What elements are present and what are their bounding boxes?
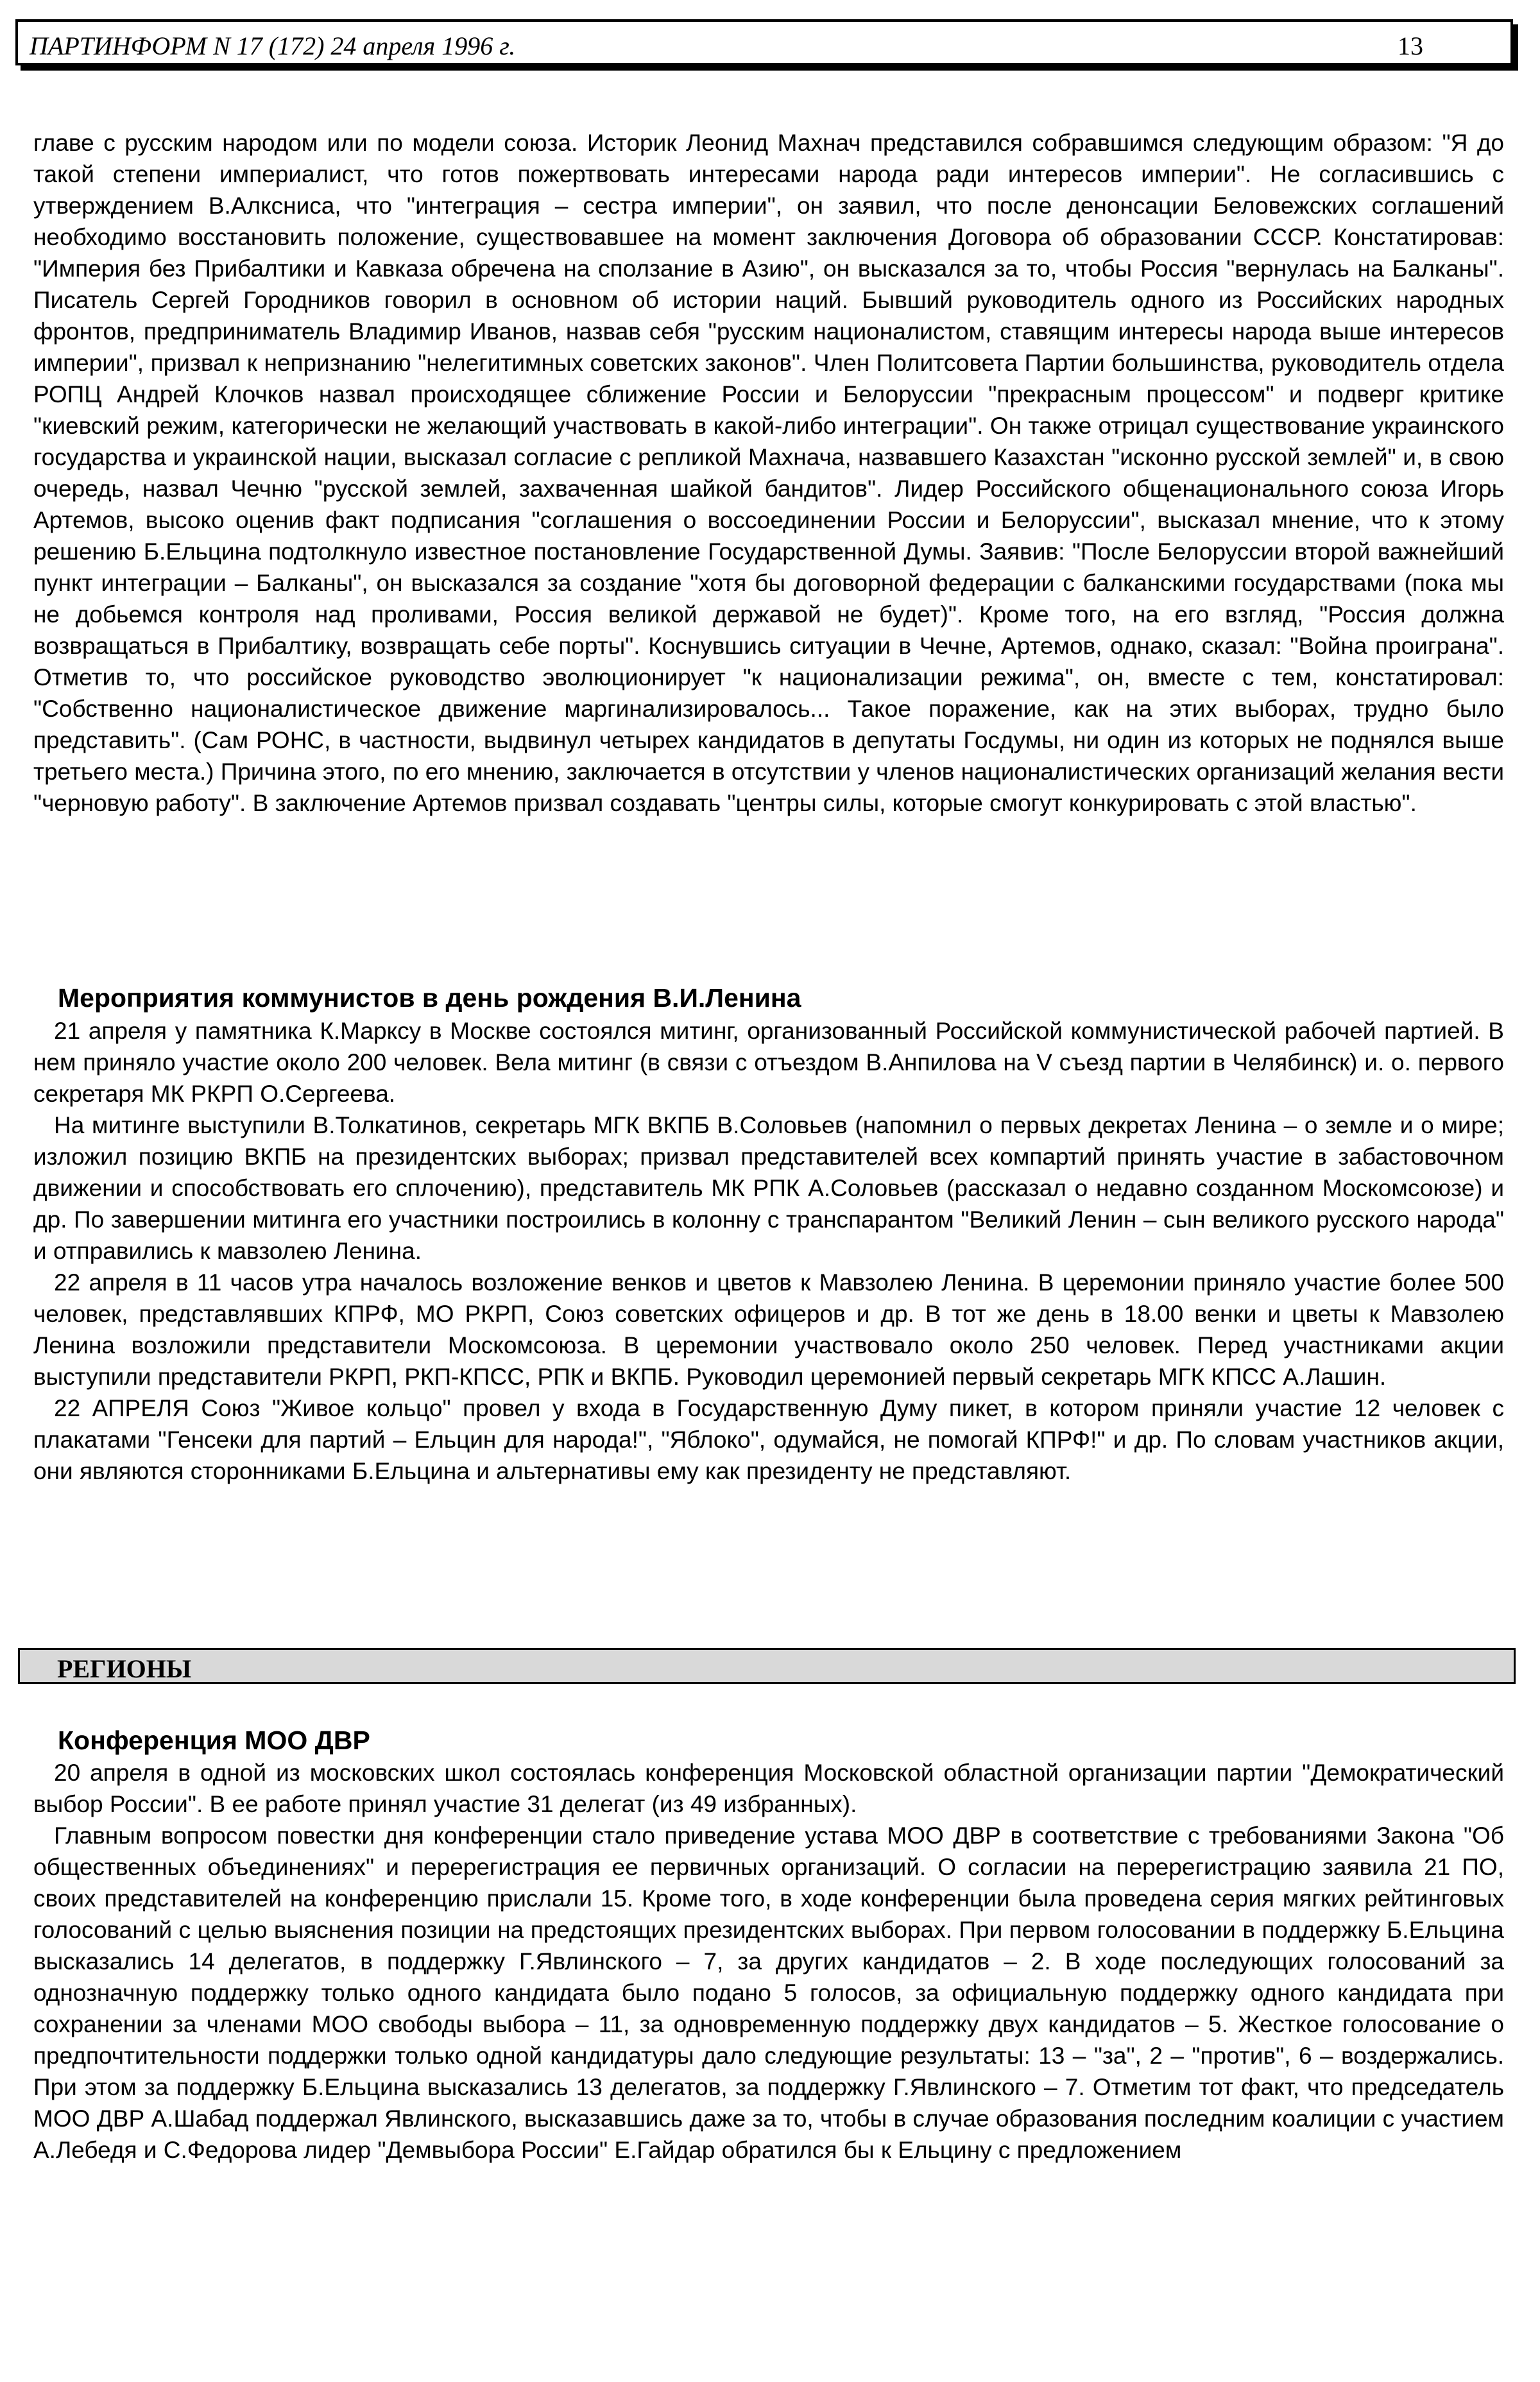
article-paragraph: 22 АПРЕЛЯ Союз "Живое кольцо" провел у входа в Государственную Думу пикет, в котором приняли участие 12 человек с плакатами "Генсеки для партий – Ельцин для народа!", "Яблоко", одумайся, не помогай КПРФ!" и др. По словам участников акции, они являются сторонниками Б.Ельцина и альтернативы ему как президенту не представляют.: [33, 1395, 1504, 1484]
article-paragraph: Главным вопросом повестки дня конференции стало приведение устава МОО ДВР в соответствие с требованиями Закона "Об общественных объединениях" и перерегистрация ее первичных организаций. О согласии на перерегистрацию заявила 21 ПО, своих представителей на конференцию прислали 15. Кроме того, в ходе конференции была проведена серия мягких рейтинговых голосований с целью выяснения позиции на предстоящих президентских выборах. При первом голосовании в поддержку Б.Ельцина высказались 14 делегатов, в поддержку Г.Явлинского – 7, за других кандидатов – 2. В ходе последующих голосований за однозначную поддержку только одного кандидата было подано 5 голосов, за официальную поддержку одного кандидата при сохранении за членами МОО свободы выбора – 11, за одновременную поддержку двух кандидатов – 5. Жесткое голосование о предпочтительности поддержки только одной кандидатуры дало следующие результаты: 13 – "за", 2 – "против", 6 – воздержались. При этом за поддержку Б.Ельцина высказались 13 делегатов, за поддержку Г.Явлинского – 7. Отметим тот факт, что председатель МОО ДВР А.Шабад поддержал Явлинского, высказавшись даже за то, чтобы в случае образования последним коалиции с участием А.Лебедя и С.Федорова лидер "Демвыбора России" Е.Гайдар обратился бы к Ельцину с предложением: [33, 1822, 1504, 2163]
article-paragraph: 22 апреля в 11 часов утра началось возложение венков и цветов к Мавзолею Ленина. В церемонии приняло участие более 500 человек, представлявших КПРФ, МО РКРП, Союз советских офицеров и др. В тот же день в 18.00 венки и цветы к Мавзолею Ленина возложили представители Москомсоюза. В церемонии участвовало около 250 человек. Перед участниками акции выступили представители РКРП, РКП-КПСС, РПК и ВКПБ. Руководил церемонией первый секретарь МГК КПСС А.Лашин.: [33, 1269, 1504, 1390]
article-conference-body: [33, 1757, 1504, 2166]
section-header-regions: [18, 1648, 1516, 1684]
article-continuation: [33, 127, 1504, 819]
article-paragraph: 20 апреля в одной из московских школ состоялась конференция Московской областной организации партии "Демократический выбор России". В ее работе принял участие 31 делегат (из 49 избранных).: [33, 1760, 1504, 1817]
page-header: [15, 19, 1513, 65]
article-lenin-events-body: [33, 1015, 1504, 1487]
issue-info: ПАРТИНФОРМ N 17 (172) 24 апреля 1996 г.: [30, 31, 516, 60]
article-paragraph: На митинге выступили В.Толкатинов, секретарь МГК ВКПБ В.Соловьев (напомнил о первых декретах Ленина – о земле и о мире; изложил позицию ВКПБ на президентских выборах; призвал представителей всех компартий принять участие в забастовочном движении и способствовать его сплочению), представитель МК РПК А.Соловьев (рассказал о недавно созданном Москомсоюзе) и др. По завершении митинга его участники построились в колонну с транспарантом "Великий Ленин – сын великого русского народа" и отправились к мавзолею Ленина.: [33, 1112, 1504, 1264]
article-title-lenin-events: Мероприятия коммунистов в день рождения В.И.Ленина: [58, 983, 801, 1013]
article-paragraph: 21 апреля у памятника К.Марксу в Москве состоялся митинг, организованный Российской коммунистической рабочей партией. В нем приняло участие около 200 человек. Вела митинг (в связи с отъездом В.Анпилова на V съезд партии в Челябинск) и. о. первого секретаря МК РКРП О.Сергеева.: [33, 1018, 1504, 1107]
article-title-conference: Конференция МОО ДВР: [58, 1726, 370, 1755]
page-number: 13: [1398, 31, 1423, 60]
continuation-paragraph: главе с русским народом или по модели союза. Историк Леонид Махнач представился собравшимся следующим образом: "Я до такой степени империалист, что готов пожертвовать интересами народа ради интересов империи". Не согласившись с утверждением В.Алксниса, что "интеграция – сестра империи", он заявил, что после денонсации Беловежских соглашений необходимо восстановить положение, существовавшее на момент заключения Договора об образовании СССР. Констатировав: "Империя без Прибалтики и Кавказа обречена на сползание в Азию", он высказался за то, чтобы Россия "вернулась на Балканы". Писатель Сергей Городников говорил в основном об истории наций. Бывший руководитель одного из Российских народных фронтов, предприниматель Владимир Иванов, назвав себя "русским националистом, ставящим интересы народа выше интересов империи", призвал к непризнанию "нелегитимных советских законов". Член Политсовета Партии большинства, руководитель отдела РОПЦ Андрей Клочков назвал происходящее сближение России и Белоруссии "прекрасным процессом" и подверг критике "киевский режим, категорически не желающий участвовать в какой-либо интеграции". Он также отрицал существование украинского государства и украинской нации, высказал согласие с репликой Махнача, назвавшего Казахстан "исконно русской землей" и, в свою очередь, назвал Чечню "русской землей, захваченная шайкой бандитов". Лидер Российского общенационального союза Игорь Артемов, высоко оценив факт подписания "соглашения о воссоединении России и Белоруссии", высказал мнение, что к этому решению Б.Ельцина подтолкнуло известное постановление Государственной Думы. Заявив: "После Белоруссии второй важнейший пункт интеграции – Балканы", он высказался за создание "хотя бы договорной федерации с балканскими государствами (пока мы не добьемся контроля над проливами, Россия великой державой не будет)". Кроме того, на его взгляд, "Россия должна возвращаться в Прибалтику, возвращать себе порты". Коснувшись ситуации в Чечне, Артемов, однако, сказал: "Война проиграна". Отметив то, что российское руководство эволюционирует "к национализации режима", он, вместе с тем, констатировал: "Собственно националистическое движение маргинализировалось... Такое поражение, как на этих выборах, трудно было представить". (Сам РОНС, в частности, выдвинул четырех кандидатов в депутаты Госдумы, ни один из которых не поднялся выше третьего места.) Причина этого, по его мнению, заключается в отсутствии у членов националистических организаций желания вести "черновую работу". В заключение Артемов призвал создавать "центры силы, которые смогут конкурировать с этой властью".: [33, 130, 1504, 816]
section-label: РЕГИОНЫ: [57, 1654, 192, 1683]
